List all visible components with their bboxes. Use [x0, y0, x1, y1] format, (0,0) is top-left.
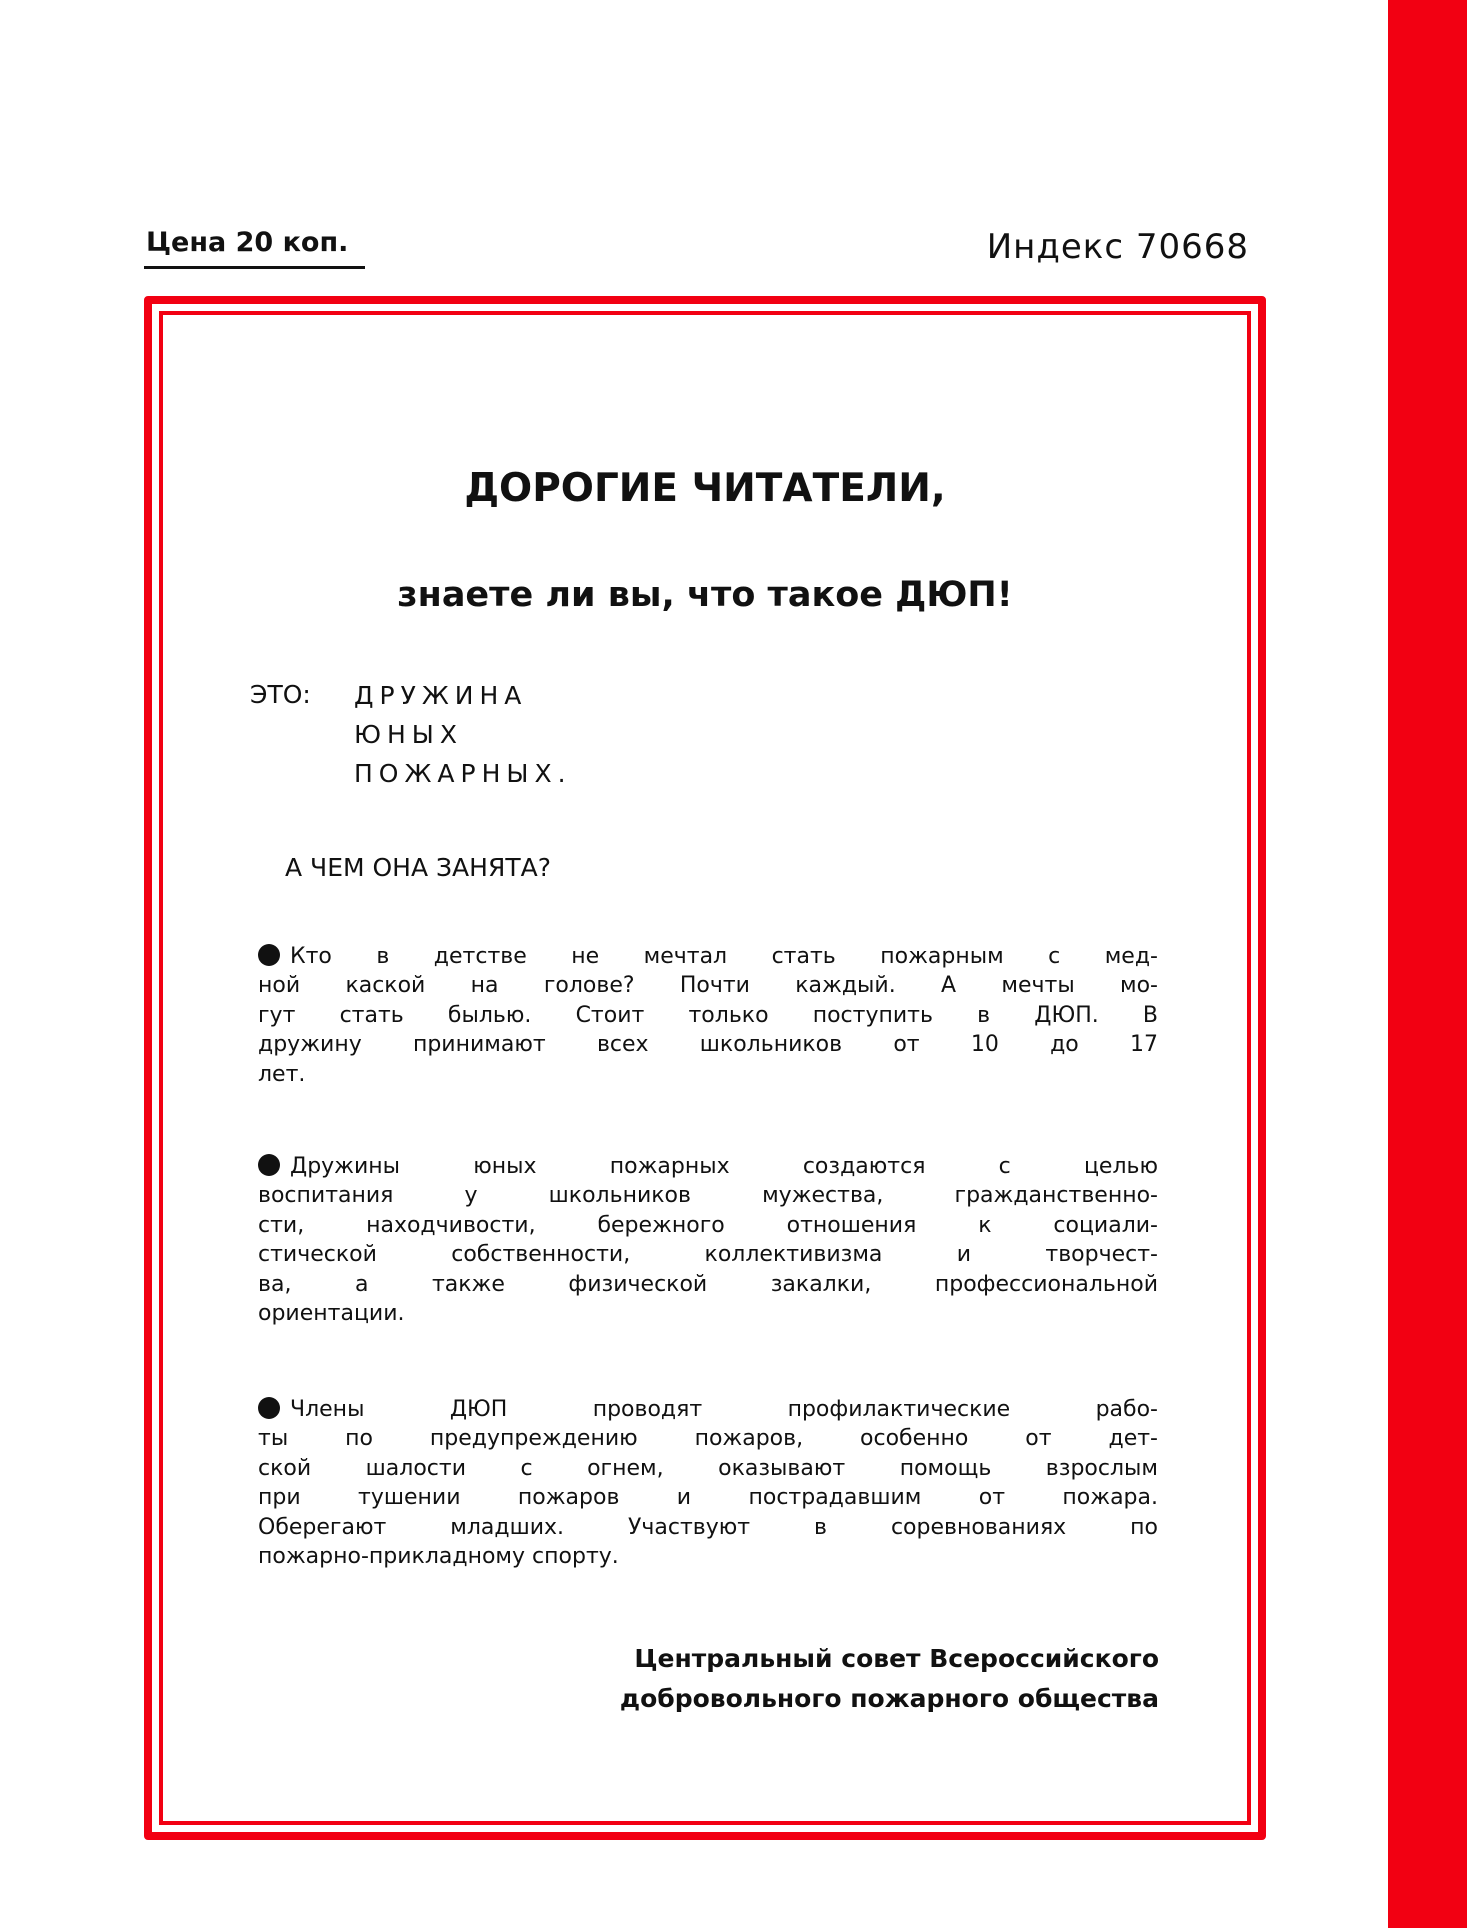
- paragraph-activities: [258, 1395, 1158, 1571]
- paragraph-line: ориентации.: [258, 1301, 405, 1327]
- eto-line: ДРУЖИНА: [354, 681, 528, 710]
- paragraph-line: ва, а также физической закалки, профессиональной: [258, 1271, 1158, 1297]
- paragraph-line: ской шалости с огнем, оказывают помощь взрослым: [258, 1455, 1158, 1481]
- paragraph-line: Дружины юных пожарных создаются с целью: [258, 1152, 1158, 1181]
- eto-line: ЮНЫХ: [354, 720, 463, 749]
- paragraph-line: пожарно-прикладному спорту.: [258, 1544, 619, 1570]
- paragraph-line: ты по предупреждению пожаров, особенно от дет-: [258, 1426, 1158, 1452]
- question-heading: А ЧЕМ ОНА ЗАНЯТА?: [285, 853, 551, 882]
- red-edge-strip: [1388, 0, 1467, 1928]
- notice-title: ДОРОГИЕ ЧИТАТЕЛИ,: [464, 466, 946, 511]
- bullet-dot-icon: [258, 1154, 280, 1176]
- paragraph-line: при тушении пожаров и пострадавшим от пожара.: [258, 1485, 1158, 1511]
- paragraph-line: сти, находчивости, бережного отношения к социали-: [258, 1212, 1158, 1238]
- paragraph-line: гут стать былью. Стоит только поступить в ДЮП. В: [258, 1002, 1158, 1028]
- paragraph-line: лет.: [258, 1061, 306, 1087]
- bullet-dot-icon: [258, 1397, 280, 1419]
- eto-line: ПОЖАРНЫХ.: [354, 759, 572, 788]
- notice-subtitle: знаете ли вы, что такое ДЮП!: [397, 575, 1013, 615]
- paragraph-line: дружину принимают всех школьников от 10 до 17: [258, 1032, 1158, 1058]
- paragraph-membership: [258, 942, 1158, 1089]
- price-label: Цена 20 коп.: [146, 227, 349, 258]
- signature-block: [620, 1639, 1159, 1719]
- paragraph-line: Оберегают младших. Участвуют в соревнованиях по: [258, 1514, 1158, 1540]
- paragraph-line: ной каской на голове? Почти каждый. А мечты мо-: [258, 973, 1158, 999]
- paragraph-line: Кто в детстве не мечтал стать пожарным с мед-: [258, 942, 1158, 971]
- paragraph-line: Члены ДЮП проводят профилактические рабо-: [258, 1395, 1158, 1424]
- index-label: Индекс 70668: [986, 227, 1249, 267]
- paragraph-purpose: [258, 1152, 1158, 1328]
- signature-line: Центральный совет Всероссийского: [634, 1644, 1159, 1673]
- paragraph-line: воспитания у школьников мужества, гражданственно-: [258, 1183, 1158, 1209]
- bullet-dot-icon: [258, 944, 280, 966]
- signature-line: добровольного пожарного общества: [619, 1684, 1159, 1713]
- paragraph-line: стической собственности, коллективизма и творчест-: [258, 1242, 1158, 1268]
- price-underline: [144, 266, 365, 269]
- eto-prefix: ЭТО:: [250, 680, 311, 709]
- eto-definition: [354, 676, 572, 793]
